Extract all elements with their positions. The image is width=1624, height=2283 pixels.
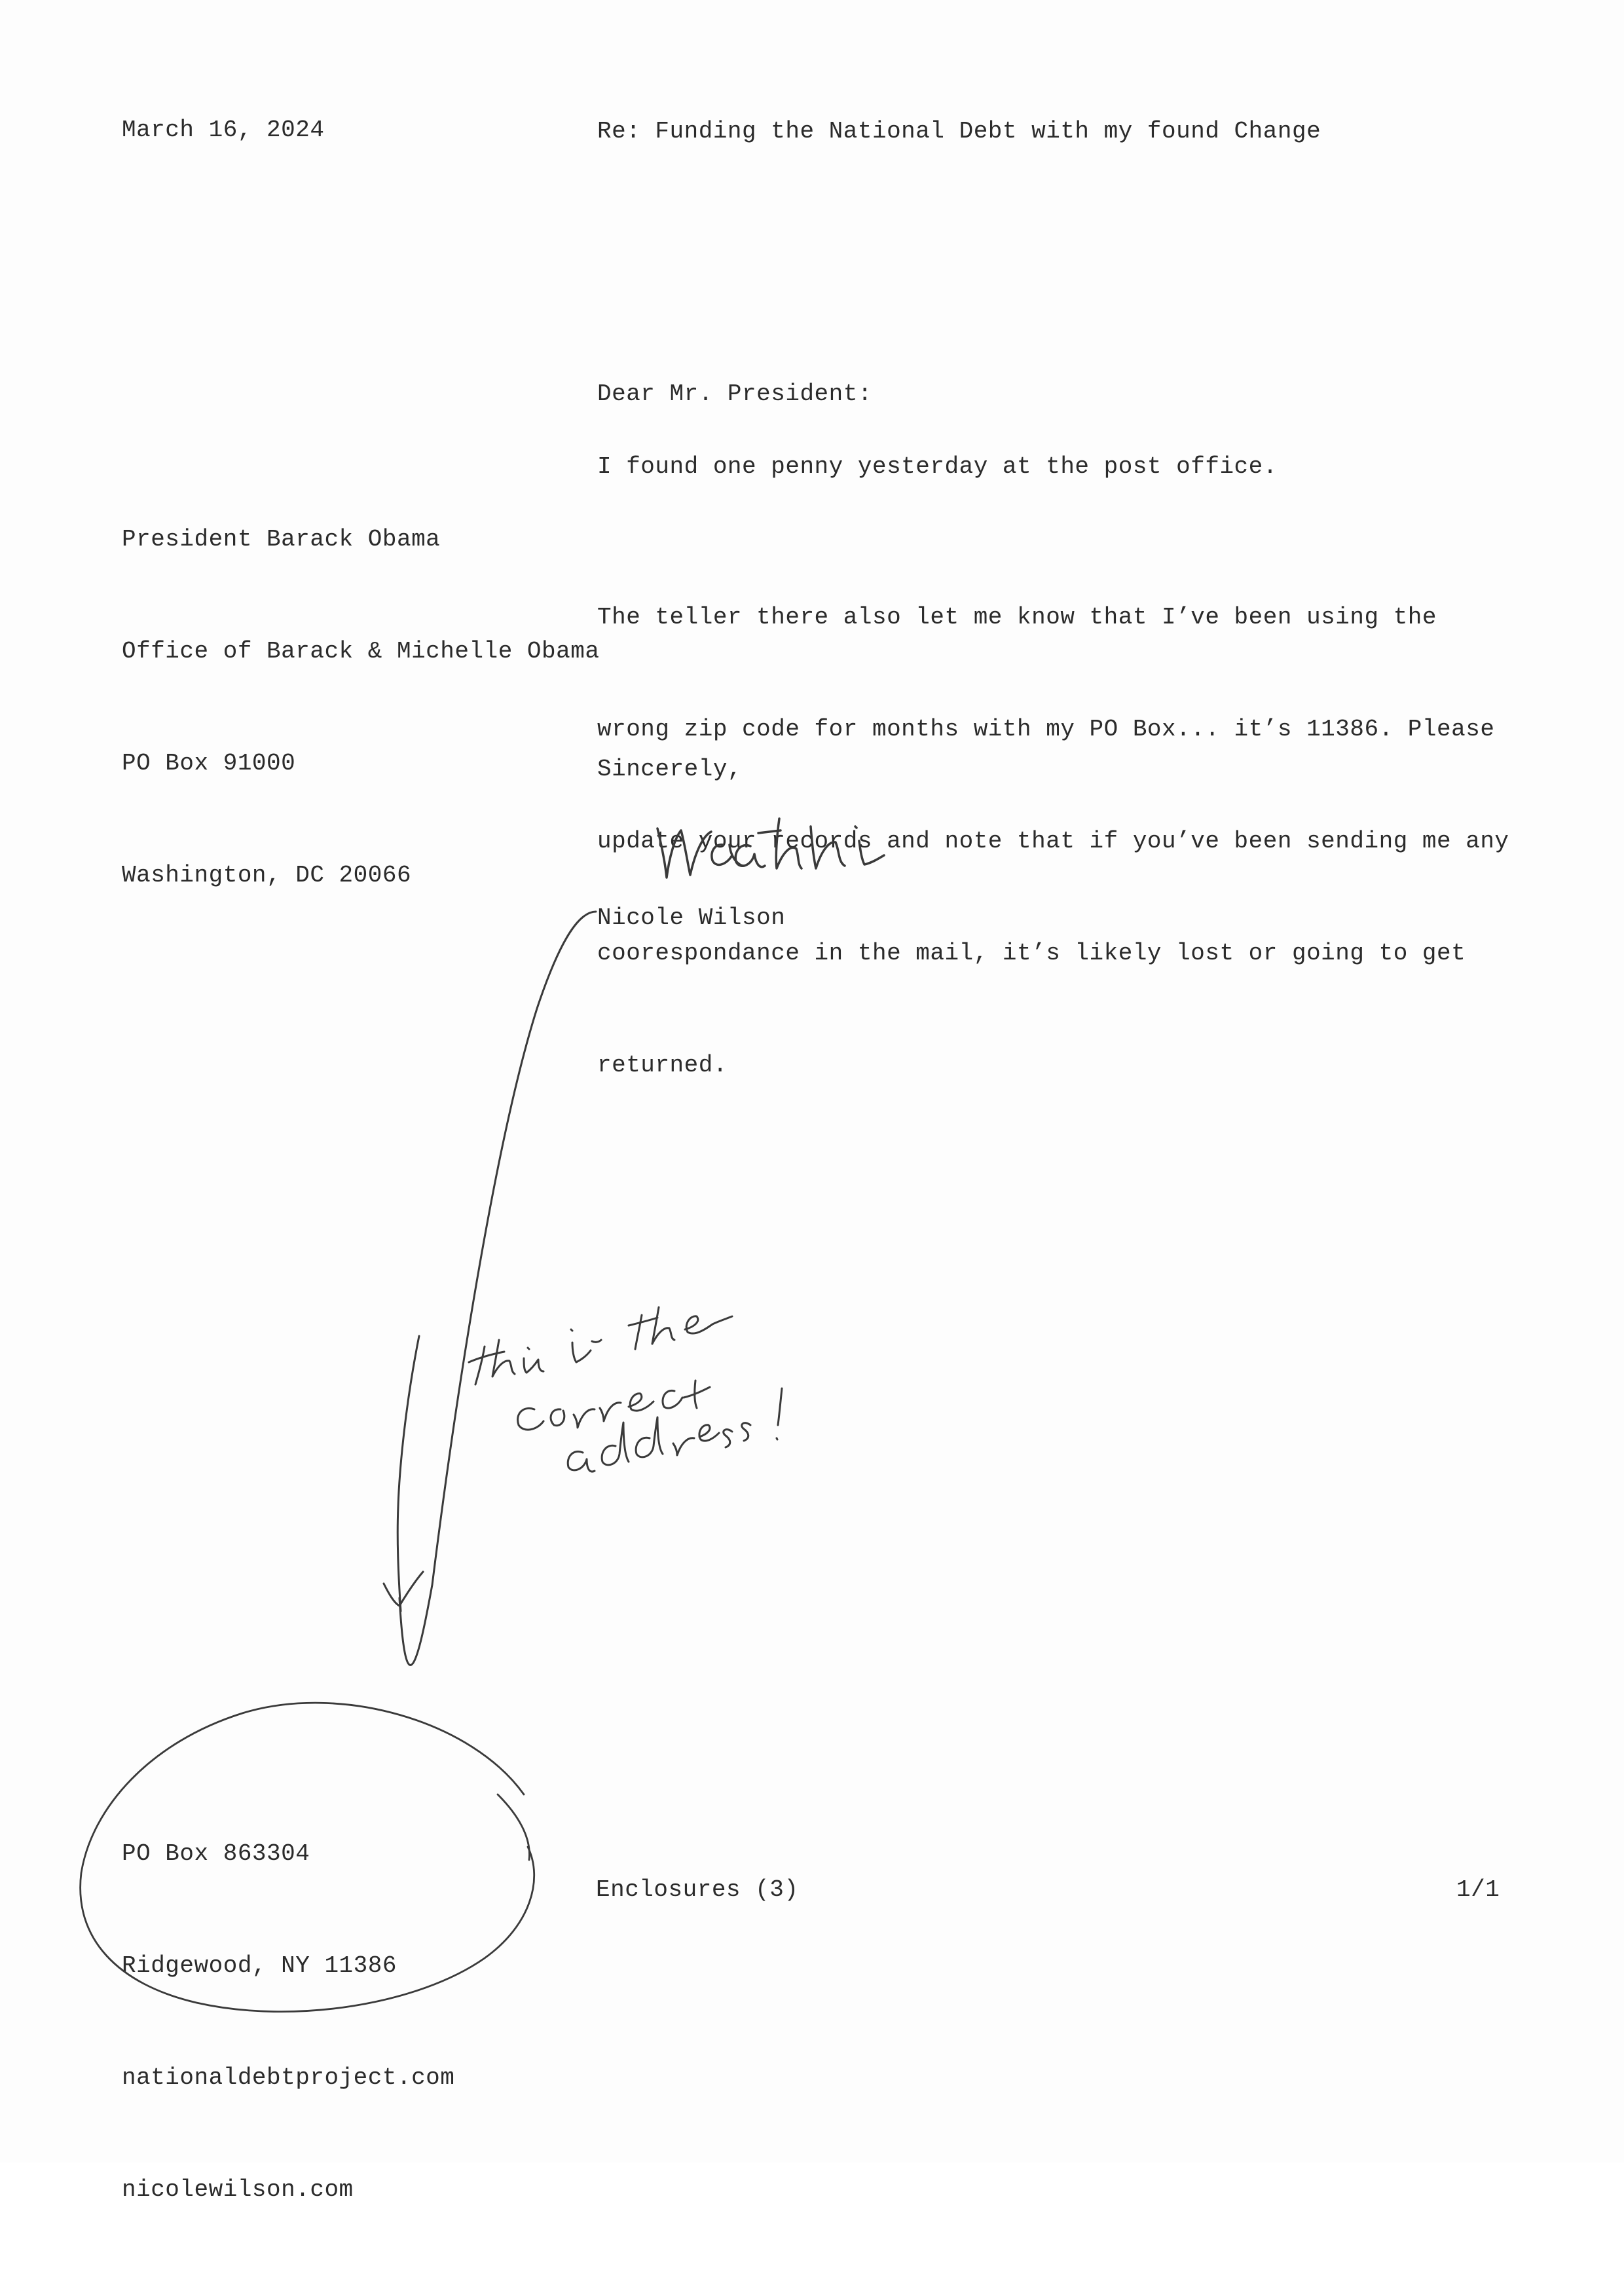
- sender-line: Ridgewood, NY 11386: [122, 1952, 397, 1979]
- closing: Sincerely,: [597, 756, 743, 783]
- recipient-line: Office of Barack & Michelle Obama: [122, 638, 600, 665]
- recipient-line: Washington, DC 20066: [122, 862, 412, 889]
- arrow-icon: [384, 912, 596, 1665]
- sender-line: PO Box 863304: [122, 1840, 310, 1867]
- body-line: update your records and note that if you’ve been sending me any: [597, 828, 1509, 855]
- body-paragraph-2: [597, 524, 1509, 1159]
- body-line: wrong zip code for months with my PO Box... it’s 11386. Please: [597, 716, 1495, 743]
- recipient-address: [122, 446, 599, 969]
- letter-date: March 16, 2024: [122, 117, 325, 143]
- body-line: coorespondance in the mail, it’s likely lost or going to get: [597, 940, 1466, 967]
- sender-line: nicolewilson.com: [122, 2176, 354, 2203]
- signer-name: Nicole Wilson: [597, 904, 786, 931]
- body-line: The teller there also let me know that I’ve been using the: [597, 604, 1437, 631]
- enclosures-note: Enclosures (3): [596, 1876, 799, 1903]
- sender-address: [122, 1760, 454, 2283]
- page-number: 1/1: [1456, 1876, 1500, 1903]
- recipient-line: President Barack Obama: [122, 526, 441, 553]
- recipient-line: PO Box 91000: [122, 750, 296, 777]
- letter-subject: Re: Funding the National Debt with my found Change: [597, 118, 1321, 145]
- handwritten-note: [469, 1307, 782, 1472]
- body-paragraph-1: I found one penny yesterday at the post office.: [597, 453, 1278, 480]
- body-line: returned.: [597, 1052, 728, 1079]
- sender-line: nationaldebtproject.com: [122, 2064, 455, 2091]
- salutation: Dear Mr. President:: [597, 380, 872, 407]
